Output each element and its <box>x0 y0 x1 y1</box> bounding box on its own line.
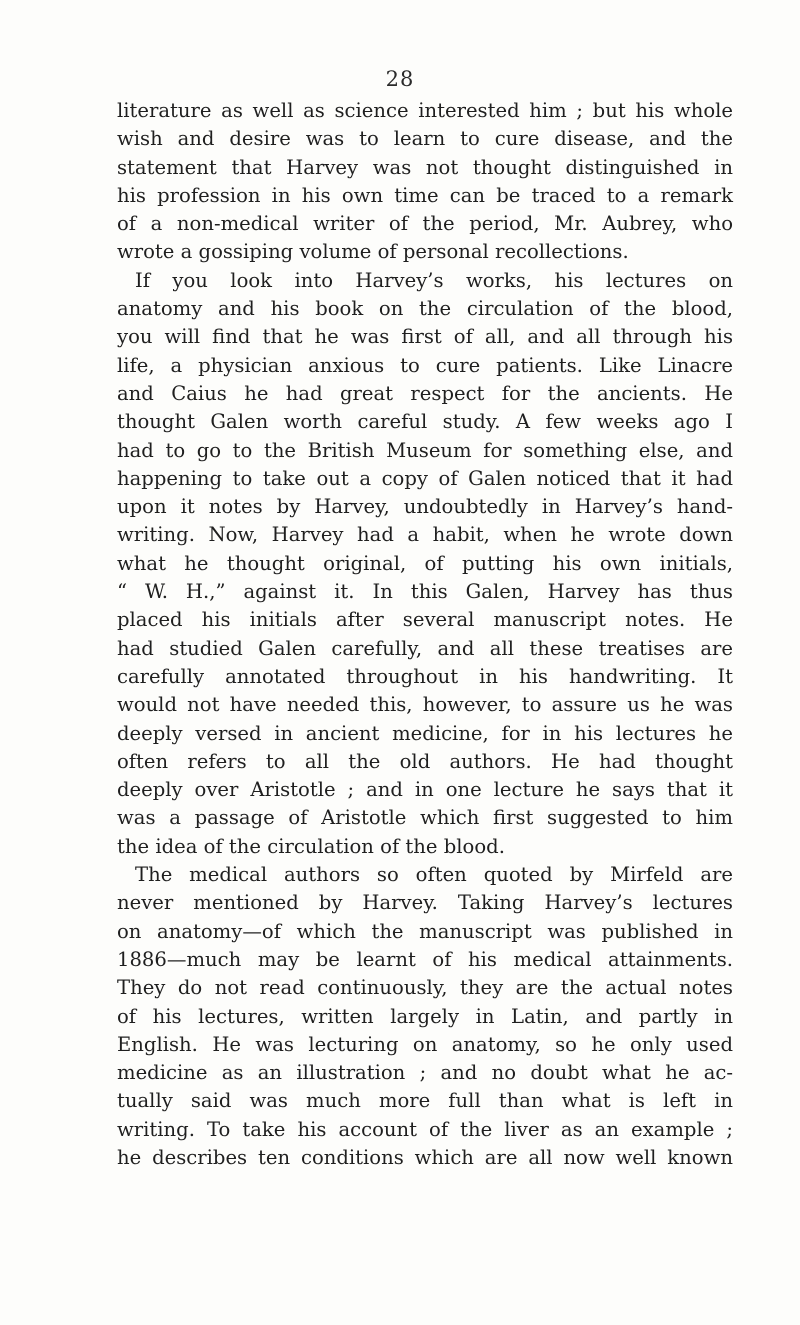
text-line: wish and desire was to learn to cure disease, and the <box>117 127 733 151</box>
text-line: writing. Now, Harvey had a habit, when he wrote down <box>117 523 733 547</box>
text-line: you will find that he was first of all, and all through his <box>117 325 733 349</box>
text-line: writing. To take his account of the liver as an example ; <box>117 1117 733 1141</box>
text-line: what he thought original, of putting his own initials, <box>117 551 733 575</box>
text-line: placed his initials after several manuscript notes. He <box>117 608 733 632</box>
text-line: statement that Harvey was not thought distinguished in <box>117 155 733 179</box>
text-line: “ W. H.,” against it. In this Galen, Harvey has thus <box>117 580 733 604</box>
text-line: They do not read continuously, they are the actual notes <box>117 976 733 1000</box>
text-line: deeply over Aristotle ; and in one lecture he says that it <box>117 778 733 802</box>
text-line: happening to take out a copy of Galen noticed that it had <box>117 466 733 490</box>
text-line: If you look into Harvey’s works, his lectures on <box>135 268 733 292</box>
text-line: of a non-medical writer of the period, Mr. Aubrey, who <box>117 212 733 236</box>
text-line: often refers to all the old authors. He had thought <box>117 749 733 773</box>
text-line: had to go to the British Museum for something else, and <box>117 438 733 462</box>
text-line: on anatomy—of which the manuscript was published in <box>117 919 733 943</box>
text-line: the idea of the circulation of the blood. <box>117 834 505 858</box>
text-line: English. He was lecturing on anatomy, so he only used <box>117 1032 733 1056</box>
text-line: life, a physician anxious to cure patients. Like Linacre <box>117 353 733 377</box>
text-line: would not have needed this, however, to assure us he was <box>117 693 733 717</box>
text-line: tually said was much more full than what is left in <box>117 1089 733 1113</box>
text-line: never mentioned by Harvey. Taking Harvey’s lectures <box>117 891 733 915</box>
text-line: anatomy and his book on the circulation of the blood, <box>117 297 733 321</box>
text-line: and Caius he had great respect for the ancients. He <box>117 381 733 405</box>
text-line: literature as well as science interested him ; but his whole <box>117 99 733 122</box>
text-line: medicine as an illustration ; and no doubt what he ac- <box>117 1061 733 1085</box>
text-line: wrote a gossiping volume of personal recollections. <box>117 240 629 264</box>
text-line: carefully annotated throughout in his handwriting. It <box>117 664 733 688</box>
body-text <box>117 97 733 1172</box>
text-line: The medical authors so often quoted by Mirfeld are <box>135 863 733 887</box>
text-line: of his lectures, written largely in Latin, and partly in <box>117 1004 733 1028</box>
text-line: he describes ten conditions which are all now well known <box>117 1145 733 1169</box>
text-line: deeply versed in ancient medicine, for in his lectures he <box>117 721 733 745</box>
text-line: upon it notes by Harvey, undoubtedly in Harvey’s hand- <box>117 495 733 519</box>
text-line: was a passage of Aristotle which first suggested to him <box>117 806 733 830</box>
text-line: had studied Galen carefully, and all these treatises are <box>117 636 733 660</box>
text-line: thought Galen worth careful study. A few weeks ago I <box>117 410 733 434</box>
page-number: 28 <box>385 67 415 91</box>
text-line: 1886—much may be learnt of his medical attainments. <box>117 947 733 971</box>
text-line: his profession in his own time can be traced to a remark <box>117 183 733 207</box>
